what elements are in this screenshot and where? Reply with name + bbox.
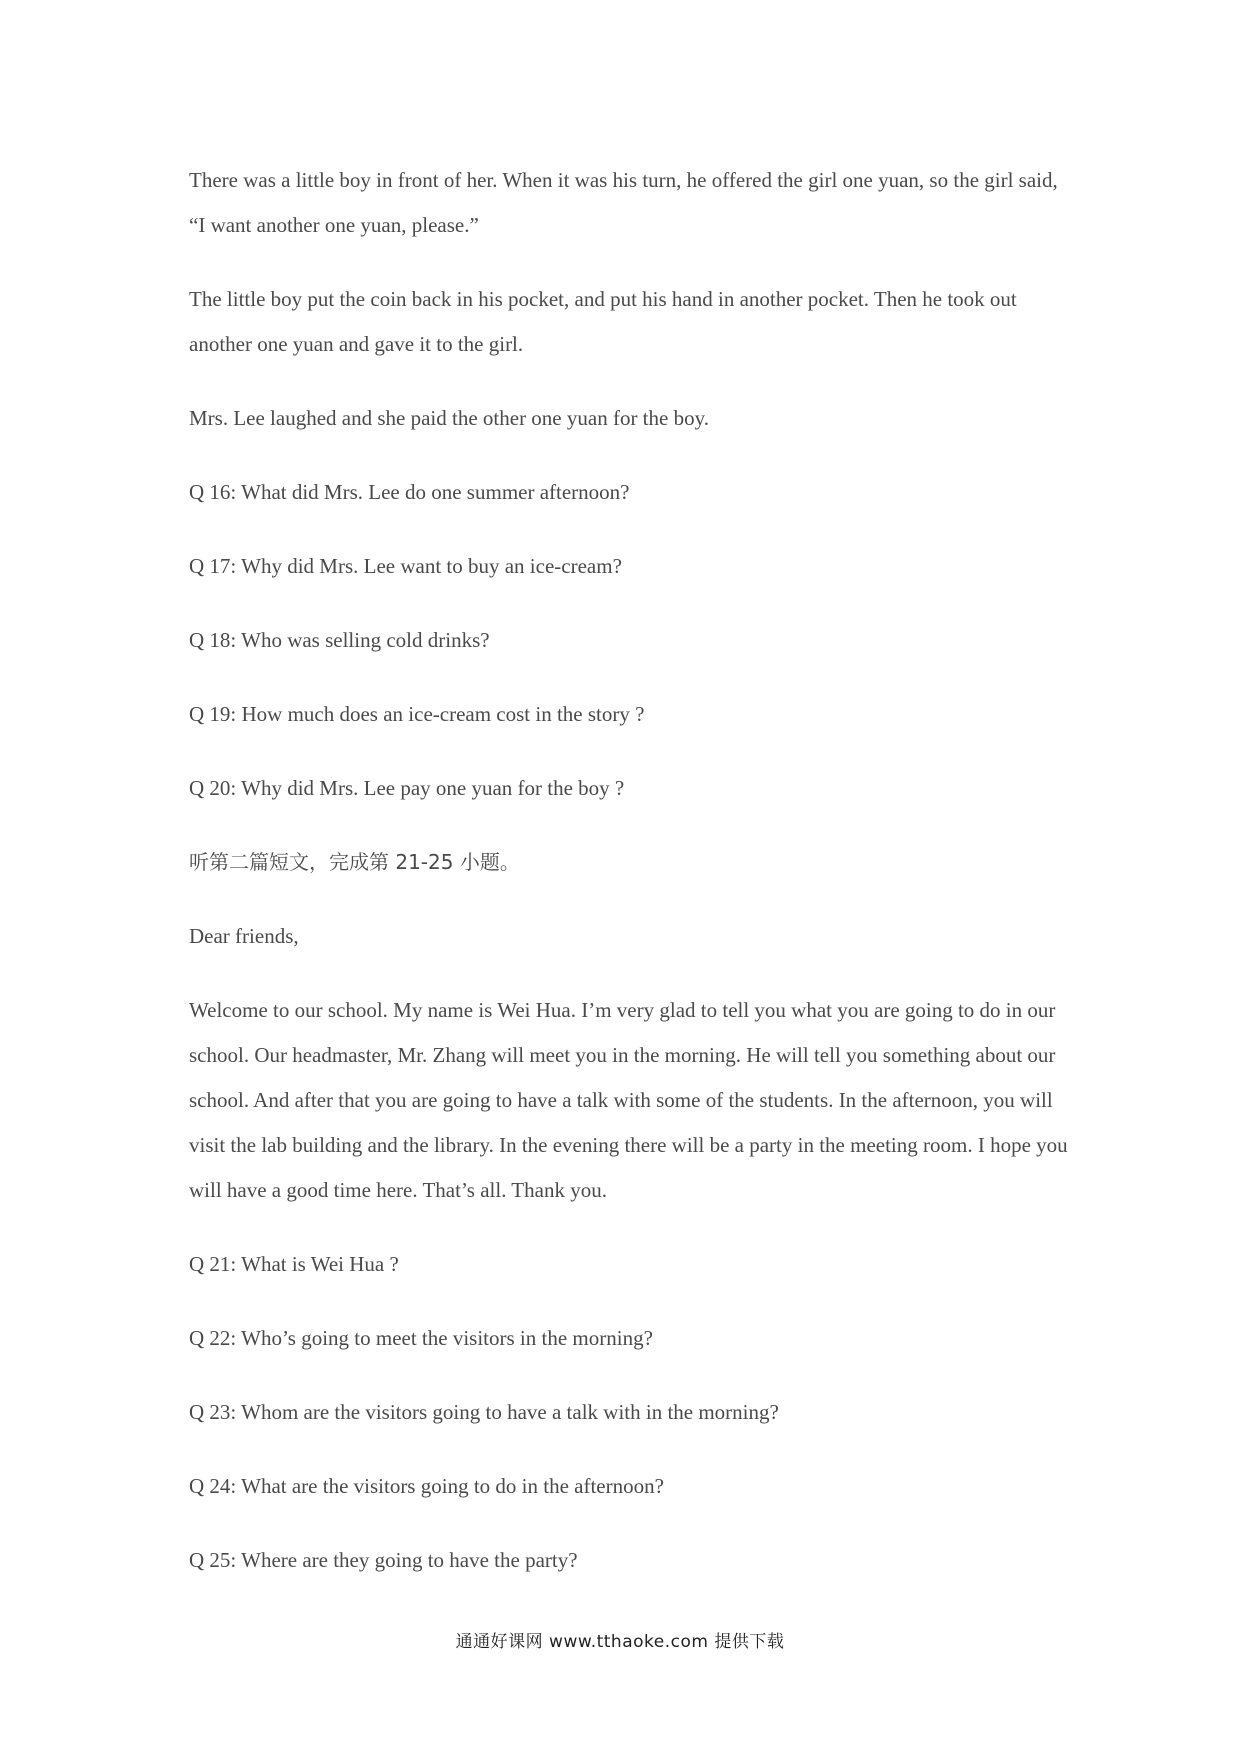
question-24: Q 24: What are the visitors going to do in the afternoon? [189, 1474, 664, 1498]
question-17: Q 17: Why did Mrs. Lee want to buy an ice-cream? [189, 554, 622, 578]
question-19: Q 19: How much does an ice-cream cost in the story ? [189, 702, 645, 726]
story-paragraph-1: There was a little boy in front of her. When it was his turn, he offered the girl one yuan, so the girl said, “I want another one yuan, please.” [189, 168, 1058, 237]
question-18: Q 18: Who was selling cold drinks? [189, 628, 490, 652]
letter-greeting: Dear friends, [189, 924, 299, 948]
letter-body: Welcome to our school. My name is Wei Hua. I’m very glad to tell you what you are going to do in our school. Our headmaster, Mr. Zhang will meet you in the morning. He will tell you something about our school. And after that you are going to have a talk with some of the students. In the afternoon, you will visit the lab building and the library. In the evening there will be a party in the meeting room. I hope you will have a good time here. That’s all. Thank you. [189, 998, 1068, 1202]
section-2-heading: 听第二篇短文，完成第 21-25 小题。 [189, 850, 520, 874]
question-21: Q 21: What is Wei Hua ? [189, 1252, 399, 1276]
question-25: Q 25: Where are they going to have the party? [189, 1548, 578, 1572]
page-footer: 通通好课网 www.tthaoke.com 提供下载 [455, 1632, 785, 1652]
story-paragraph-2: The little boy put the coin back in his pocket, and put his hand in another pocket. Then he took out another one yuan and gave it to the girl. [189, 287, 1017, 356]
document-content [189, 158, 1069, 1612]
question-23: Q 23: Whom are the visitors going to have a talk with in the morning? [189, 1400, 779, 1424]
question-16: Q 16: What did Mrs. Lee do one summer afternoon? [189, 480, 630, 504]
question-22: Q 22: Who’s going to meet the visitors in the morning? [189, 1326, 653, 1350]
story-paragraph-3: Mrs. Lee laughed and she paid the other one yuan for the boy. [189, 406, 709, 430]
question-20: Q 20: Why did Mrs. Lee pay one yuan for the boy ? [189, 776, 625, 800]
